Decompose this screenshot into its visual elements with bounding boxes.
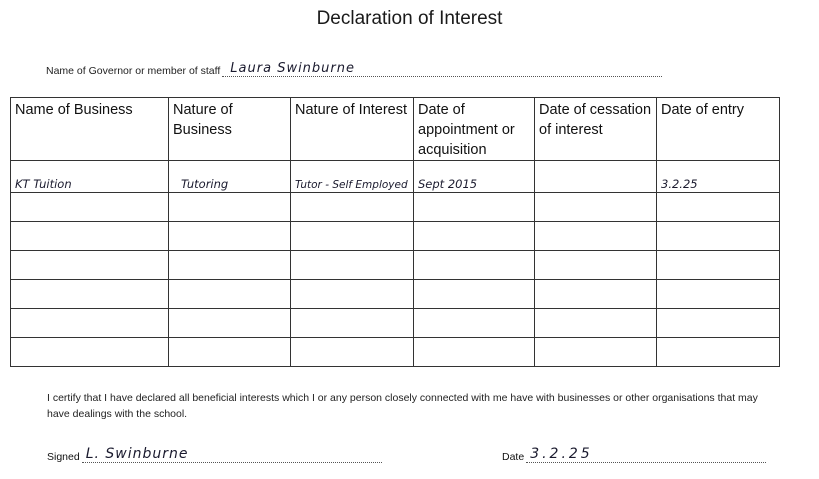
cell-value: 3.2.25 xyxy=(661,177,698,191)
table-cell[interactable] xyxy=(291,338,414,367)
page-title: Declaration of Interest xyxy=(316,8,503,29)
name-field-input[interactable] xyxy=(222,62,662,77)
signed-row xyxy=(47,448,382,463)
table-cell[interactable] xyxy=(169,161,291,193)
name-field-label: Name of Governor or member of staff xyxy=(46,65,221,77)
cell-value: Tutor - Self Employed xyxy=(295,179,408,191)
table-row xyxy=(11,222,780,251)
table-row xyxy=(11,280,780,309)
table-cell[interactable] xyxy=(657,222,780,251)
table-cell[interactable] xyxy=(535,193,657,222)
date-row xyxy=(502,448,766,463)
header-date-of-cessation: Date of cessation of interest xyxy=(535,98,657,161)
header-name-of-business: Name of Business xyxy=(11,98,169,161)
table-cell[interactable] xyxy=(291,193,414,222)
table-cell[interactable] xyxy=(291,309,414,338)
table-row xyxy=(11,309,780,338)
table-cell[interactable] xyxy=(414,338,535,367)
header-nature-of-interest: Nature of Interest xyxy=(291,98,414,161)
signed-label: Signed xyxy=(47,451,80,463)
table-header-row xyxy=(11,98,780,161)
table-cell[interactable] xyxy=(535,222,657,251)
table-cell[interactable] xyxy=(11,193,169,222)
table-cell[interactable] xyxy=(414,309,535,338)
table-cell[interactable] xyxy=(657,161,780,193)
header-date-of-appointment: Date of appointment or acquisition xyxy=(414,98,535,161)
table-cell[interactable] xyxy=(169,338,291,367)
table-cell[interactable] xyxy=(169,280,291,309)
table-cell[interactable] xyxy=(11,222,169,251)
date-field[interactable] xyxy=(526,448,766,463)
table-cell[interactable] xyxy=(414,161,535,193)
table-cell[interactable] xyxy=(169,251,291,280)
table-row xyxy=(11,193,780,222)
table-cell[interactable] xyxy=(535,161,657,193)
table-cell[interactable] xyxy=(414,222,535,251)
table-cell[interactable] xyxy=(11,309,169,338)
cell-value: KT Tuition xyxy=(15,177,72,191)
table-cell[interactable] xyxy=(535,280,657,309)
table-cell[interactable] xyxy=(291,222,414,251)
table-cell[interactable] xyxy=(11,338,169,367)
table-row xyxy=(11,161,780,193)
cell-value: Tutoring xyxy=(181,177,229,191)
signature-value: L. Swinburne xyxy=(85,446,189,462)
table-cell[interactable] xyxy=(657,193,780,222)
table-cell[interactable] xyxy=(657,309,780,338)
table-row xyxy=(11,338,780,367)
table-cell[interactable] xyxy=(657,280,780,309)
table-cell[interactable] xyxy=(414,193,535,222)
table-cell[interactable] xyxy=(169,309,291,338)
table-cell[interactable] xyxy=(535,251,657,280)
table-cell[interactable] xyxy=(291,161,414,193)
table-cell[interactable] xyxy=(11,161,169,193)
date-label: Date xyxy=(502,451,525,463)
table-row xyxy=(11,251,780,280)
date-value: 3.2.25 xyxy=(530,446,593,462)
table-cell[interactable] xyxy=(291,280,414,309)
table-cell[interactable] xyxy=(535,309,657,338)
name-field-value: Laura Swinburne xyxy=(230,61,355,76)
table-cell[interactable] xyxy=(169,193,291,222)
table-cell[interactable] xyxy=(11,280,169,309)
table-cell[interactable] xyxy=(657,338,780,367)
name-field-row xyxy=(46,62,662,77)
cell-value: Sept 2015 xyxy=(418,177,478,191)
table-cell[interactable] xyxy=(11,251,169,280)
header-nature-of-business: Nature of Business xyxy=(169,98,291,161)
table-cell[interactable] xyxy=(414,251,535,280)
table-cell[interactable] xyxy=(657,251,780,280)
table-cell[interactable] xyxy=(535,338,657,367)
interests-table xyxy=(10,97,780,367)
signature-field[interactable] xyxy=(82,448,382,463)
header-date-of-entry: Date of entry xyxy=(657,98,780,161)
certification-statement: I certify that I have declared all beneficial interests which I or any person closely connected with me have with businesses or other organisations that may have dealings with the school. xyxy=(47,392,758,420)
table-cell[interactable] xyxy=(414,280,535,309)
table-cell[interactable] xyxy=(291,251,414,280)
table-cell[interactable] xyxy=(169,222,291,251)
